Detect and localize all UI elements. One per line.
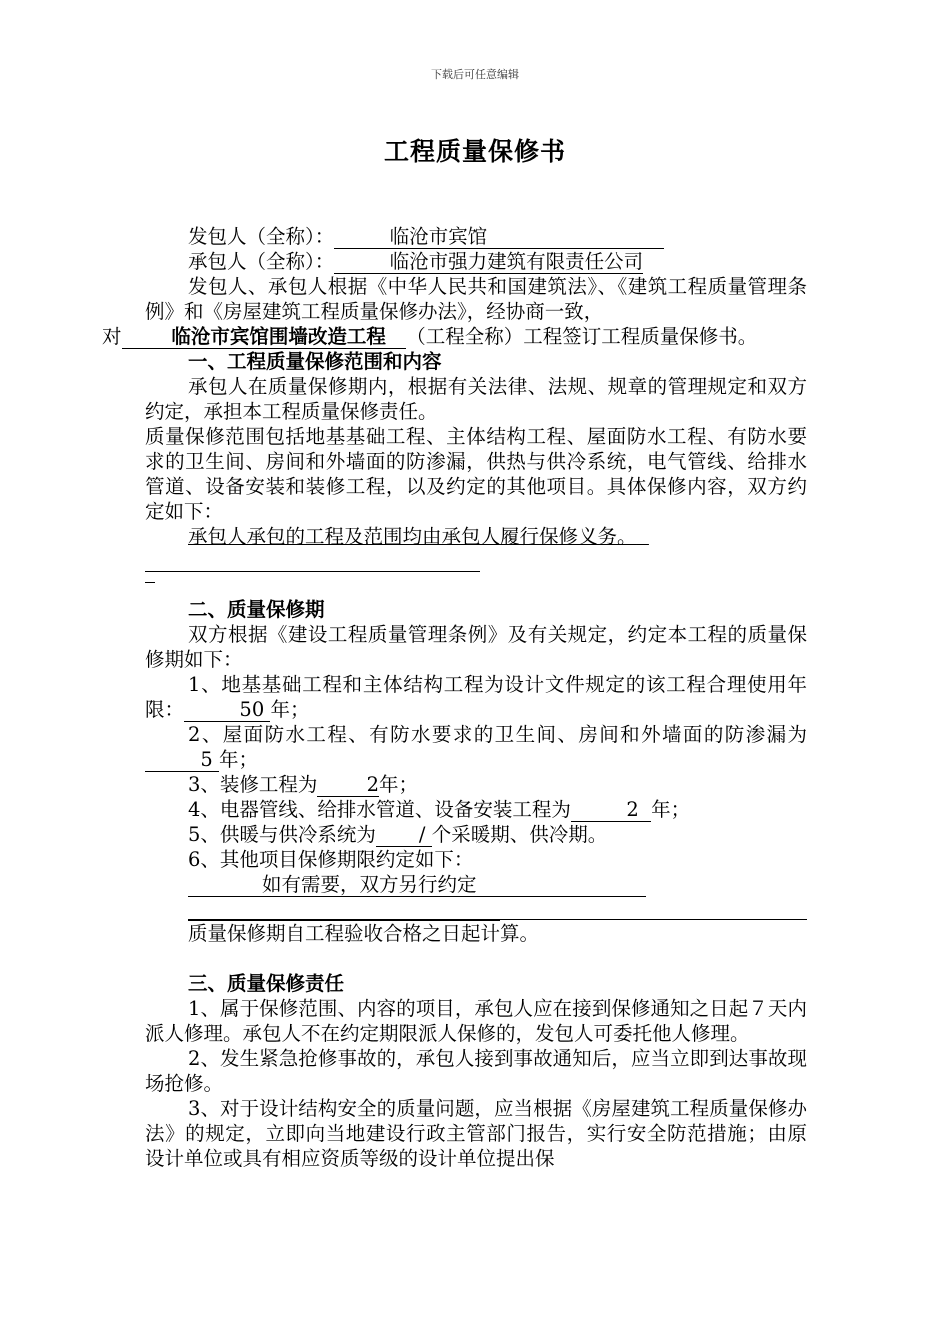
intro-prefix: 对: [102, 325, 122, 348]
warranty-item-4-value: 2: [571, 799, 651, 822]
warranty-item-6-value: 如有需要，双方另行约定: [188, 874, 646, 897]
project-name: 临沧市宾馆围墙改造工程: [171, 325, 386, 348]
section3-p1: 1、属于保修范围、内容的项目，承包人应在接到保修通知之日起７天内派人修理。承包人不在约定期限派人保修的，发包人可委托他人修理。: [145, 997, 807, 1045]
header-note: 下载后可任意编辑: [431, 68, 519, 81]
warranty-item-5: 5、供暖与供冷系统为 / 个采暖期、供冷期。: [188, 823, 608, 846]
employer-name: 临沧市宾馆: [389, 225, 488, 248]
contractor-name-field: [334, 251, 643, 274]
contractor-line: [145, 249, 807, 274]
intro-suffix: （工程全称）工程签订工程质量保修书。: [406, 325, 758, 348]
warranty-item-2: 2、屋面防水工程、有防水要求的卫生间、房间和外墙面的防渗漏为 5 年；: [145, 722, 807, 772]
section3-heading: 三、质量保修责任: [188, 972, 345, 995]
intro-text: 发包人、承包人根据《中华人民共和国建筑法》、《建筑工程质量管理条例》和《房屋建筑工程质量保修办法》，经协商一致，: [145, 275, 807, 323]
warranty-item-3-value: 2: [317, 774, 379, 797]
page-title: 工程质量保修书: [383, 137, 566, 166]
document-body: [102, 224, 807, 1171]
warranty-item-5-value: /: [376, 824, 432, 847]
blank-fill-stub: [145, 572, 807, 597]
warranty-item-6-line: [145, 872, 807, 897]
employer-line: [145, 224, 807, 249]
blank-fill-line-2b: [188, 898, 500, 921]
warranty-item-1-value: 50: [184, 699, 270, 722]
section3-p2: 2、发生紧急抢修事故的，承包人接到事故通知后，应当立即到达事故现场抢修。: [145, 1047, 807, 1095]
warranty-item-4: 4、电器管线、给排水管道、设备安装工程为 2 年；: [188, 798, 691, 821]
warranty-item-1: 1、地基基础工程和主体结构工程为设计文件规定的该工程合理使用年限： 50 年；: [145, 673, 807, 721]
employer-name-field: [334, 226, 664, 249]
section2-p1: 双方根据《建设工程质量管理条例》及有关规定，约定本工程的质量保修期如下：: [145, 623, 807, 671]
section2-closing: 质量保修期自工程验收合格之日起计算。: [188, 922, 540, 945]
warranty-item-2-value: 5: [145, 749, 219, 772]
section1-agreed: 承包人承包的工程及范围均由承包人履行保修义务。: [188, 525, 637, 548]
contractor-label: 承包人（全称）：: [188, 250, 335, 273]
warranty-item-6: 6、其他项目保修期限约定如下：: [188, 848, 474, 871]
section1-p2: 质量保修范围包括地基基础工程、主体结构工程、屋面防水工程、有防水要求的卫生间、房间和外墙面的防渗漏，供热与供冷系统，电气管线、给排水管道、设备安装和装修工程，以及约定的其他项目。具体保修内容，双方约定如下：: [145, 425, 807, 523]
employer-label: 发包人（全称）：: [188, 225, 335, 248]
section2-heading: 二、质量保修期: [188, 598, 325, 621]
contractor-name: 临沧市强力建筑有限责任公司: [389, 250, 644, 273]
section1-p1: 承包人在质量保修期内，根据有关法律、法规、规章的管理规定和双方约定，承担本工程质量保修责任。: [145, 375, 807, 423]
intro-paragraph: [102, 274, 807, 349]
warranty-item-3: 3、装修工程为 2年；: [188, 773, 419, 796]
section1-agreed-line: [145, 524, 807, 549]
project-name-field: [122, 326, 407, 349]
section3-p3: 3、对于设计结构安全的质量问题，应当根据《房屋建筑工程质量保修办法》的规定，立即向当地建设行政主管部门报告，实行安全防范措施；由原设计单位或具有相应资质等级的设计单位提出保: [145, 1097, 807, 1170]
section1-heading: 一、工程质量保修范围和内容: [188, 350, 442, 373]
blank-fill-line: [145, 549, 480, 572]
